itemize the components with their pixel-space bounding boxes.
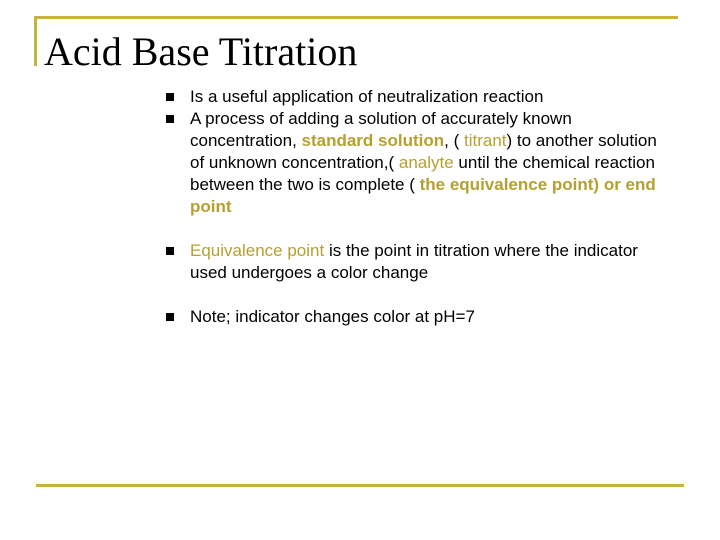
square-bullet-icon — [166, 313, 174, 321]
bullet-text — [190, 241, 638, 282]
square-bullet-icon — [166, 93, 174, 101]
square-bullet-icon — [166, 115, 174, 123]
bullet-item — [160, 108, 660, 218]
highlight-term-equivalence-point: Equivalence point — [190, 241, 325, 260]
square-bullet-icon — [166, 247, 174, 255]
highlight-term-standard-solution: standard solution — [301, 131, 445, 150]
bullet-text — [190, 307, 475, 326]
frame-bottom-rule — [36, 484, 684, 487]
text-segment: Note; indicator changes color at pH=7 — [190, 307, 475, 326]
text-segment: A process of adding a solution of accurately known concentration, — [190, 109, 572, 150]
bullet-item — [160, 306, 660, 328]
text-segment: Is a useful application of neutralization reaction — [190, 87, 544, 106]
bullet-item — [160, 86, 660, 108]
bullet-list — [160, 86, 660, 328]
bullet-text — [190, 87, 543, 106]
text-segment: until the chemical reaction between the two is complete ( — [190, 153, 655, 194]
highlight-term-analyte: analyte — [398, 153, 454, 172]
bullet-text — [190, 109, 657, 216]
bullet-item — [160, 240, 660, 284]
text-segment: is the point in titration where the indicator used undergoes a color change — [190, 241, 638, 282]
frame-top-rule — [34, 16, 678, 19]
frame-left-rule — [34, 16, 37, 66]
text-segment: ) to another solution of unknown concentration,( — [190, 131, 657, 172]
highlight-term-equivalence-point: the equivalence point) or end point — [190, 175, 656, 216]
text-segment: , ( — [444, 131, 464, 150]
highlight-term-titrant: titrant — [463, 131, 507, 150]
slide-title: Acid Base Titration — [44, 29, 358, 74]
